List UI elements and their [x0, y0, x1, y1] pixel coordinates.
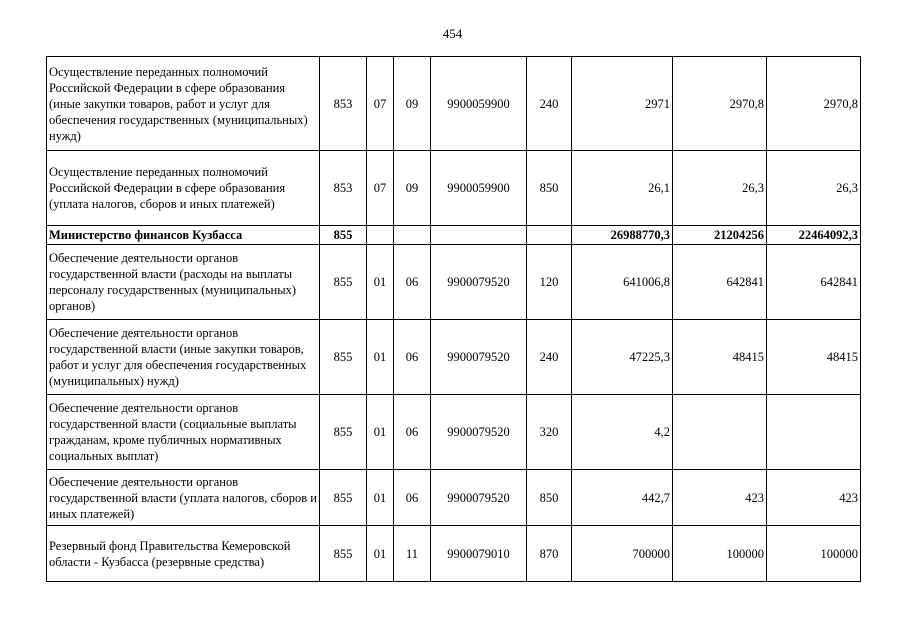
table-row	[47, 470, 861, 526]
expense-type-cell: 320	[527, 395, 572, 470]
row-name-cell: Осуществление переданных полномочий Российской Федерации в сфере образования (иные закупки товаров, работ и услуг для обеспечения государственных (муниципальных) нужд)	[47, 57, 320, 151]
table-row	[47, 395, 861, 470]
target-article-cell: 9900059900	[431, 151, 527, 226]
ministry-code-cell: 853	[320, 151, 367, 226]
amount-year3-cell: 100000	[767, 526, 861, 582]
section-code-cell: 07	[367, 151, 394, 226]
page-number: 454	[442, 26, 463, 41]
expense-type-cell: 240	[527, 320, 572, 395]
expense-type-cell: 850	[527, 470, 572, 526]
amount-year1-cell: 442,7	[572, 470, 673, 526]
ministry-code-cell: 855	[320, 320, 367, 395]
amount-year3-cell: 423	[767, 470, 861, 526]
section-code-cell	[367, 226, 394, 245]
amount-year2-cell: 48415	[673, 320, 767, 395]
ministry-code-cell: 855	[320, 470, 367, 526]
amount-year2-cell: 26,3	[673, 151, 767, 226]
target-article-cell: 9900079520	[431, 470, 527, 526]
target-article-cell	[431, 226, 527, 245]
amount-year2-cell: 423	[673, 470, 767, 526]
amount-year2-cell	[673, 395, 767, 470]
section-code-cell: 07	[367, 57, 394, 151]
target-article-cell: 9900079010	[431, 526, 527, 582]
budget-table	[46, 56, 861, 582]
amount-year2-cell: 21204256	[673, 226, 767, 245]
amount-year1-cell: 26988770,3	[572, 226, 673, 245]
subsection-code-cell: 09	[394, 57, 431, 151]
amount-year2-cell: 100000	[673, 526, 767, 582]
amount-year1-cell: 2971	[572, 57, 673, 151]
row-name-cell: Обеспечение деятельности органов государственной власти (уплата налогов, сборов и иных платежей)	[47, 470, 320, 526]
expense-type-cell: 120	[527, 245, 572, 320]
subsection-code-cell: 09	[394, 151, 431, 226]
expense-type-cell: 870	[527, 526, 572, 582]
ministry-code-cell: 855	[320, 395, 367, 470]
amount-year3-cell	[767, 395, 861, 470]
subsection-code-cell: 06	[394, 470, 431, 526]
row-name-cell: Осуществление переданных полномочий Российской Федерации в сфере образования (уплата налогов, сборов и иных платежей)	[47, 151, 320, 226]
section-code-cell: 01	[367, 320, 394, 395]
row-name-cell: Обеспечение деятельности органов государственной власти (иные закупки товаров, работ и услуг для обеспечения государственных (муниципальных) нужд)	[47, 320, 320, 395]
subsection-code-cell: 06	[394, 320, 431, 395]
amount-year3-cell: 22464092,3	[767, 226, 861, 245]
row-name-cell: Министерство финансов Кузбасса	[47, 226, 320, 245]
table-body	[47, 57, 861, 582]
subsection-code-cell	[394, 226, 431, 245]
target-article-cell: 9900079520	[431, 245, 527, 320]
section-code-cell: 01	[367, 395, 394, 470]
table-row	[47, 245, 861, 320]
ministry-code-cell: 853	[320, 57, 367, 151]
amount-year1-cell: 26,1	[572, 151, 673, 226]
amount-year2-cell: 642841	[673, 245, 767, 320]
table-row	[47, 320, 861, 395]
ministry-code-cell: 855	[320, 526, 367, 582]
section-code-cell: 01	[367, 526, 394, 582]
subsection-code-cell: 06	[394, 395, 431, 470]
amount-year1-cell: 4,2	[572, 395, 673, 470]
row-name-cell: Резервный фонд Правительства Кемеровской области - Кузбасса (резервные средства)	[47, 526, 320, 582]
amount-year1-cell: 47225,3	[572, 320, 673, 395]
ministry-code-cell: 855	[320, 245, 367, 320]
section-code-cell: 01	[367, 245, 394, 320]
table-row	[47, 57, 861, 151]
table-row	[47, 226, 861, 245]
amount-year3-cell: 642841	[767, 245, 861, 320]
table-row	[47, 526, 861, 582]
amount-year3-cell: 2970,8	[767, 57, 861, 151]
expense-type-cell	[527, 226, 572, 245]
subsection-code-cell: 06	[394, 245, 431, 320]
table-row	[47, 151, 861, 226]
target-article-cell: 9900079520	[431, 320, 527, 395]
amount-year3-cell: 26,3	[767, 151, 861, 226]
target-article-cell: 9900059900	[431, 57, 527, 151]
row-name-cell: Обеспечение деятельности органов государственной власти (социальные выплаты гражданам, кроме публичных нормативных социальных выплат)	[47, 395, 320, 470]
target-article-cell: 9900079520	[431, 395, 527, 470]
row-name-cell: Обеспечение деятельности органов государственной власти (расходы на выплаты персоналу государственных (муниципальных) органов)	[47, 245, 320, 320]
section-code-cell: 01	[367, 470, 394, 526]
expense-type-cell: 850	[527, 151, 572, 226]
amount-year2-cell: 2970,8	[673, 57, 767, 151]
subsection-code-cell: 11	[394, 526, 431, 582]
amount-year1-cell: 641006,8	[572, 245, 673, 320]
expense-type-cell: 240	[527, 57, 572, 151]
ministry-code-cell: 855	[320, 226, 367, 245]
amount-year1-cell: 700000	[572, 526, 673, 582]
amount-year3-cell: 48415	[767, 320, 861, 395]
